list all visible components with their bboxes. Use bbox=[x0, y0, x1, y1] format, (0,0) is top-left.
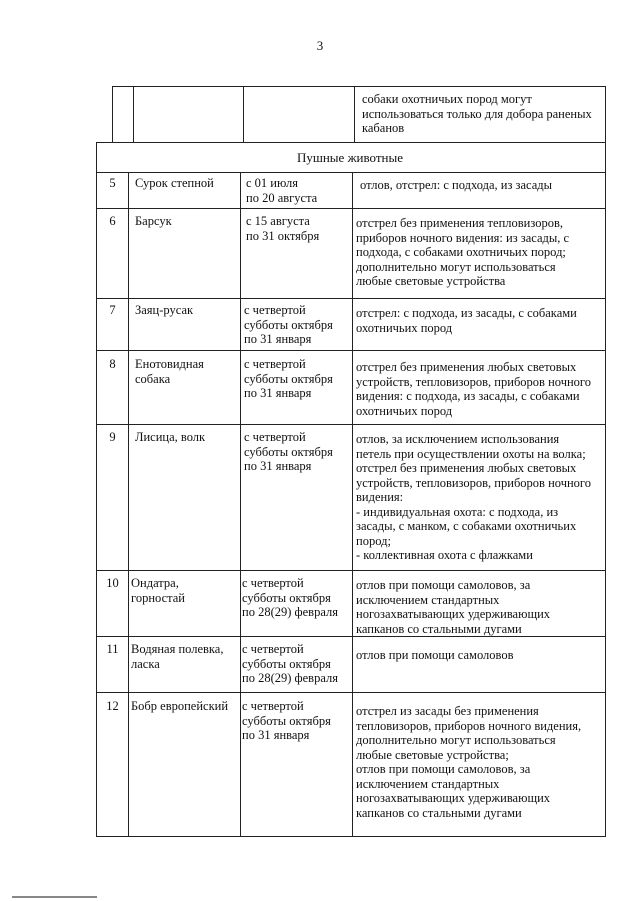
row-period: с 01 июля по 20 августа bbox=[246, 176, 318, 205]
row-method: отстрел без применения любых световых устройств, тепловизоров, приборов ночного видения: с подхода, из засады, с собаками охотничьих пород bbox=[356, 360, 591, 418]
row-period: с четвертой субботы октября по 31 января bbox=[244, 303, 333, 346]
row-species: Водяная полевка, ласка bbox=[131, 642, 224, 671]
row-period: с 15 августа по 31 октября bbox=[246, 214, 320, 243]
page-number: 3 bbox=[316, 38, 324, 53]
row-species: Бобр европейский bbox=[131, 699, 229, 713]
row-species: Заяц-русак bbox=[135, 303, 194, 317]
row-method: отлов при помощи самоловов bbox=[356, 648, 514, 662]
row-number: 7 bbox=[109, 303, 116, 317]
section-title: Пушные животные bbox=[296, 150, 404, 165]
row-method: отстрел без применения тепловизоров, приборов ночного видения: из засады, с подхода, с собаками охотничьих пород; дополнительно могут использоваться любые световые устройства bbox=[356, 216, 570, 288]
scan-edge-mark bbox=[12, 896, 97, 898]
row-number: 11 bbox=[106, 642, 119, 656]
row-species: Лисица, волк bbox=[135, 430, 206, 444]
row-method: отлов при помощи самоловов, за исключением стандартных ногозахватывающих удерживающих капканов со стальными дугами bbox=[356, 578, 551, 636]
row-number: 5 bbox=[109, 176, 116, 190]
row-period: с четвертой субботы октября по 28(29) февраля bbox=[242, 642, 338, 685]
row-number: 8 bbox=[109, 357, 116, 371]
row-period: с четвертой субботы октября по 31 января bbox=[242, 699, 331, 742]
row-method: отлов, отстрел: с подхода, из засады bbox=[360, 178, 553, 192]
row-number: 6 bbox=[109, 214, 116, 228]
row-method: отлов, за исключением использования петель при осуществлении охоты на волка; отстрел без применения любых световых устройств, тепловизоров, приборов ночного видения: - индивидуальная охота: с подхода, из засады, с манком, с собаками охотничьих пород; - коллективная охота с флажками bbox=[356, 432, 591, 562]
row-period: с четвертой субботы октября по 31 января bbox=[244, 357, 333, 400]
row-species: Сурок степной bbox=[135, 176, 214, 190]
row-period: с четвертой субботы октября по 28(29) февраля bbox=[242, 576, 338, 619]
row-method: отстрел из засады без применения тепловизоров, приборов ночного видения, дополнительно могут использоваться любые световые устройства; отлов при помощи самоловов, за исключением стандартных ногозахватывающих удерживающих капканов со стальными дугами bbox=[356, 704, 582, 820]
top-row-method: собаки охотничьих пород могут использоваться только для добора раненых кабанов bbox=[362, 92, 592, 135]
row-number: 12 bbox=[106, 699, 119, 713]
row-number: 9 bbox=[109, 430, 116, 444]
row-species: Енотовидная собака bbox=[135, 357, 204, 386]
row-period: с четвертой субботы октября по 31 января bbox=[244, 430, 333, 473]
row-species: Барсук bbox=[135, 214, 172, 228]
row-species: Ондатра, горностай bbox=[131, 576, 185, 605]
row-method: отстрел: с подхода, из засады, с собаками охотничьих пород bbox=[356, 306, 577, 335]
row-number: 10 bbox=[106, 576, 119, 590]
